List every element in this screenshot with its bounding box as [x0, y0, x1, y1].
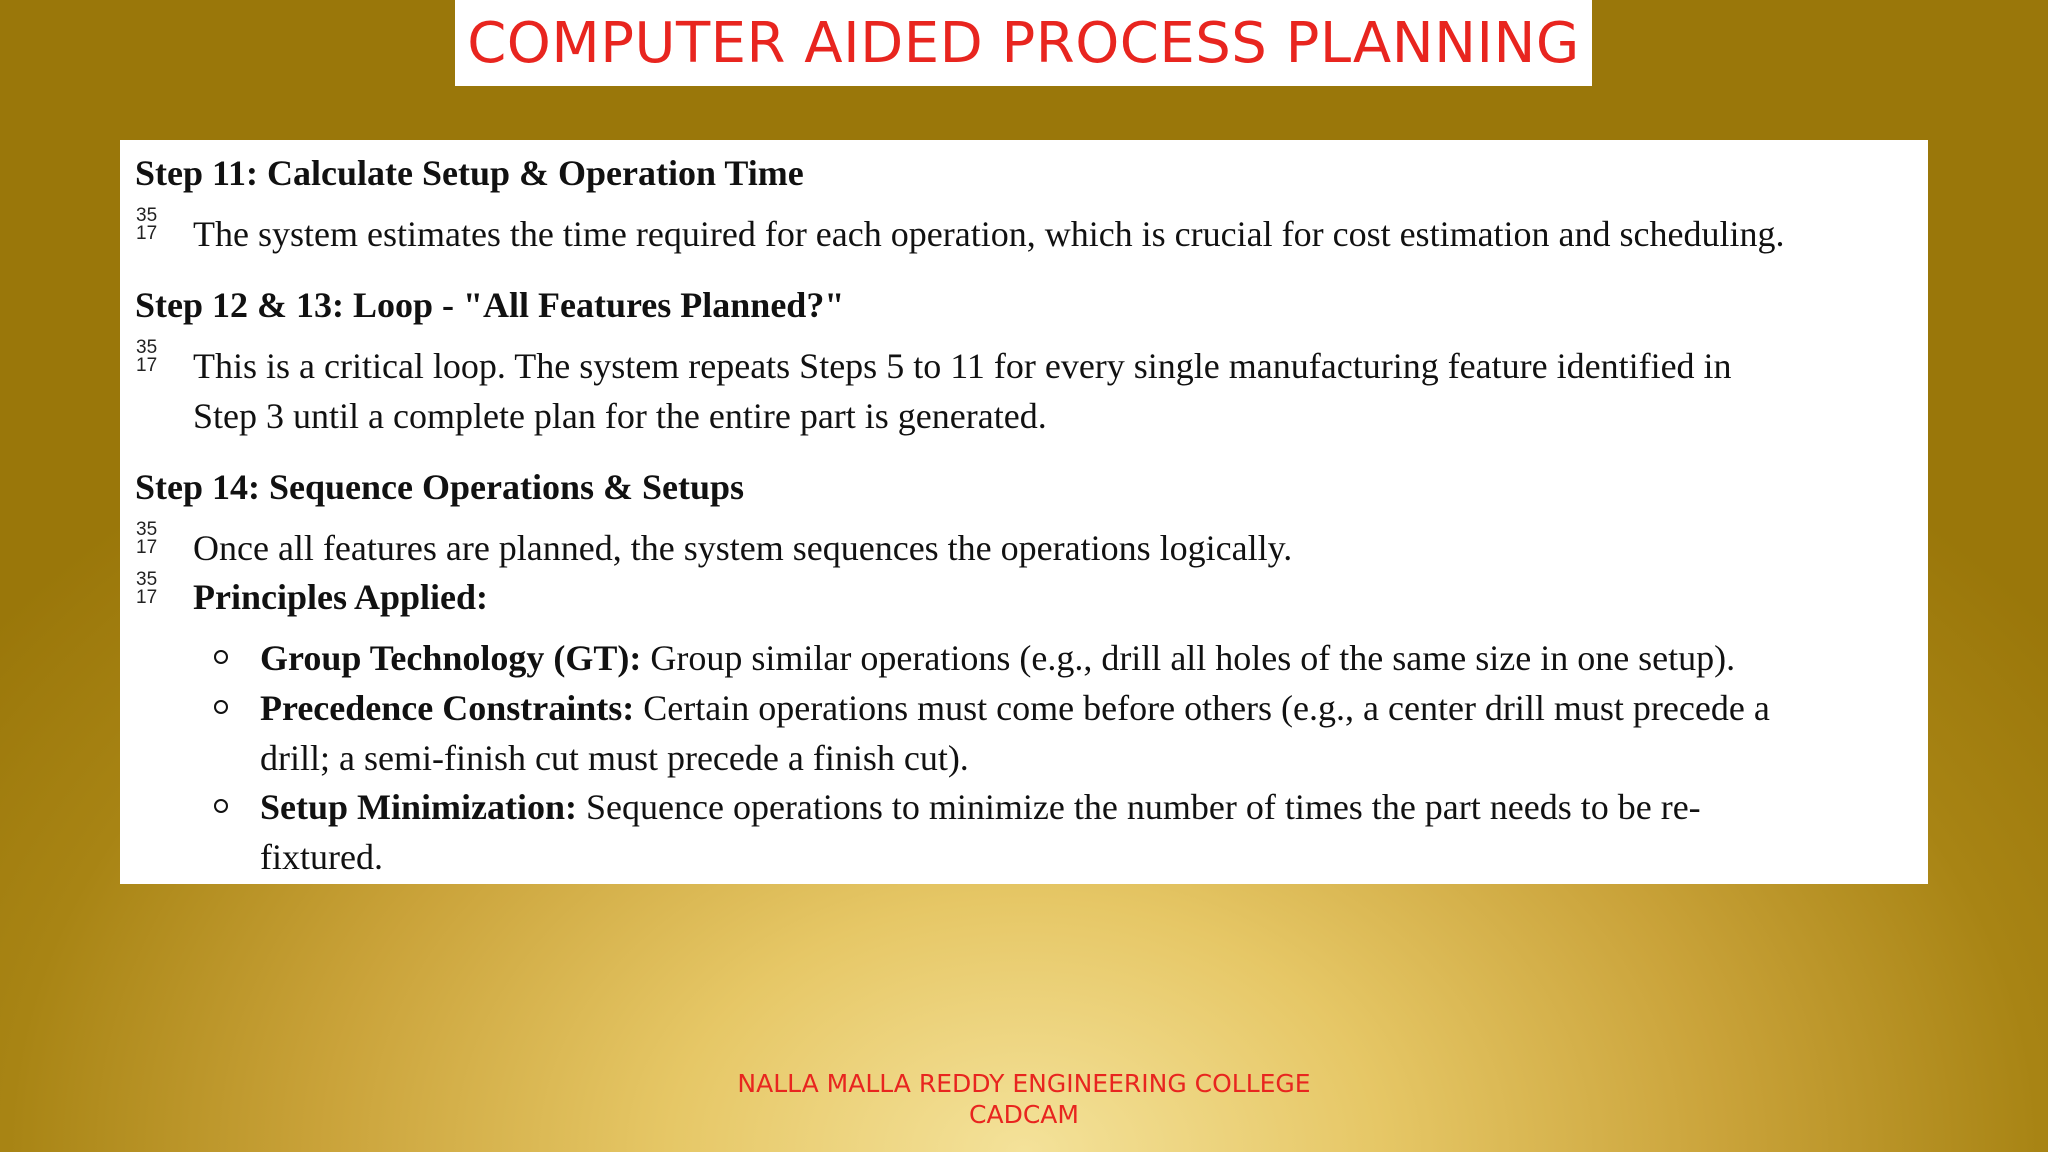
- step14-heading: Step 14: Sequence Operations & Setups: [135, 467, 745, 507]
- principle-setup-min-line2: fixtured.: [260, 837, 383, 877]
- step12-bullet-line1: This is a critical loop. The system repeats Steps 5 to 11 for every single manufacturing feature identified in: [193, 346, 1732, 386]
- footer: [624, 1068, 1424, 1130]
- hollow-circle-bullet-icon: [214, 700, 228, 714]
- step11-heading: Step 11: Calculate Setup & Operation Time: [135, 153, 804, 193]
- principle-precedence: Precedence Constraints: Certain operations must come before others (e.g., a center drill must precede a: [260, 688, 1770, 728]
- step12-heading: Step 12 & 13: Loop - "All Features Planned?": [135, 285, 845, 325]
- principle-gt: Group Technology (GT): Group similar operations (e.g., drill all holes of the same size in one setup).: [260, 638, 1736, 678]
- bullet-marker: 35 17: [136, 569, 158, 608]
- principle-precedence-line2: drill; a semi-finish cut must precede a finish cut).: [260, 738, 969, 778]
- footer-course: CADCAM: [969, 1100, 1079, 1129]
- step12-bullet-line2: Step 3 until a complete plan for the entire part is generated.: [193, 396, 1047, 436]
- step14-bullet2: Principles Applied:: [193, 577, 489, 617]
- bullet-marker: 35 17: [136, 205, 158, 244]
- step14-bullet1: Once all features are planned, the system sequences the operations logically.: [193, 528, 1293, 568]
- slide-title: COMPUTER AIDED PROCESS PLANNING: [467, 10, 1580, 76]
- footer-college: NALLA MALLA REDDY ENGINEERING COLLEGE: [737, 1069, 1311, 1098]
- step11-bullet: The system estimates the time required for each operation, which is crucial for cost estimation and scheduling.: [193, 214, 1785, 254]
- title-box: [455, 0, 1592, 86]
- principle-setup-min: Setup Minimization: Sequence operations to minimize the number of times the part needs to be re-: [260, 787, 1701, 827]
- hollow-circle-bullet-icon: [214, 650, 228, 664]
- content-box: [120, 140, 1928, 884]
- bullet-marker: 35 17: [136, 519, 158, 558]
- bullet-marker: 35 17: [136, 337, 158, 376]
- hollow-circle-bullet-icon: [214, 799, 228, 813]
